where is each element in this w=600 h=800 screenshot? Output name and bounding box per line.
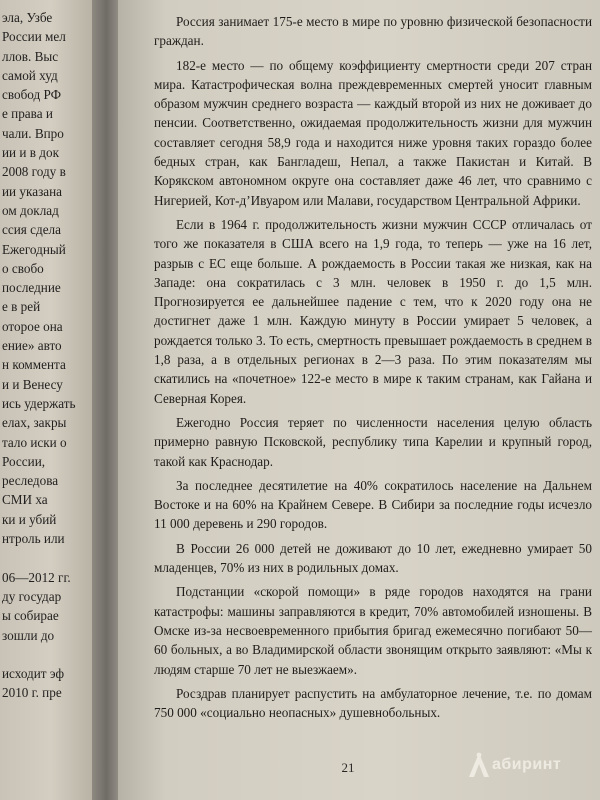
left-line: 06—2012 гг. (2, 569, 71, 585)
left-line: е права и (2, 106, 53, 122)
left-line: ии и в док (2, 145, 59, 161)
left-line: тало иски о (2, 434, 67, 450)
left-line (2, 645, 76, 664)
left-line: ссия сдела (2, 222, 61, 238)
watermark-text: абиринт (492, 756, 562, 773)
left-line: исходит эф (2, 666, 64, 682)
left-line: е в рей (2, 299, 41, 315)
paragraph: Если в 1964 г. продолжительность жизни мужчин СССР отличалась от того же показателя в США всего на 1,9 года, то теперь — уже на 16 лет, разрыв с ЕС еще больше. А рождаемость в России такая же низкая, как на Западе: она сократилась с 3 млн. человек в 1950 г. до 1,5 млн. Прогнозируется ее дальнейшее падение с тем, что к 2020 году она не достигнет даже 1 млн. Каждую минуту в России умирает 5 человек, а рождается только 3. То есть, смертность превышает рождаемость в среднем в 1,8 раза, а в отдельных регионах в 2—3 раза. По этим показателям мы скатились на «почетное» 122-е место в мире к таким странам, как Гайана и Северная Корея. (154, 216, 592, 406)
left-line: 2010 г. пре (2, 685, 62, 701)
left-line: о свобо (2, 260, 44, 276)
left-line: СМИ ха (2, 492, 48, 508)
left-line: елах, закры (2, 415, 67, 431)
left-page (0, 0, 92, 800)
labirint-logo-icon (468, 752, 490, 778)
left-line: эла, Узбе (2, 10, 53, 25)
left-line: последние (2, 280, 61, 296)
right-page (118, 0, 600, 800)
left-line: чали. Впро (2, 125, 64, 141)
left-line: ду государ (2, 588, 62, 604)
left-line: зошли до (2, 627, 55, 643)
left-line: ии указана (2, 183, 63, 199)
left-line: оторое она (2, 318, 63, 334)
paragraph: За последнее десятилетие на 40% сократилось население на Дальнем Востоке и на 60% на Крайнем Севере. В Сибири за последние годы исчезло 11 000 деревень и 290 городов. (154, 477, 592, 532)
left-line: свобод РФ (2, 87, 62, 103)
paragraph: Подстанции «скорой помощи» в ряде городов находятся на грани катастрофы: машины заправляются в кредит, 70% автомобилей изношены. В Омске из-за несвоевременного прибытия бригад ежемесячно погибают 50—60 больных, а во Владимирской области звонящим открыто заявляют: «Мы к людям старше 70 лет не выезжаем». (154, 584, 592, 677)
labirint-watermark (468, 752, 561, 778)
body-text (154, 12, 592, 727)
left-line: России мел (2, 29, 66, 45)
left-line (2, 548, 76, 567)
left-line: 2008 году в (2, 164, 66, 180)
left-line: Ежегодный (2, 241, 66, 257)
left-line: ение» авто (2, 338, 62, 354)
paragraph: Росздрав планирует распустить на амбулаторное лечение, т.е. по домам 750 000 «социально неопасных» душевнобольных. (154, 685, 592, 721)
left-line: ы собирае (2, 608, 59, 624)
left-line: и и Венесу (2, 376, 63, 392)
page-number: 21 (341, 760, 355, 775)
left-line: н коммента (2, 357, 66, 373)
left-line: ки и убий (2, 511, 57, 527)
left-page-text (2, 8, 76, 703)
left-line: ллов. Выс (2, 48, 59, 64)
paragraph: Россия занимает 175-е место в мире по уровню физической безопасности граждан. (154, 14, 592, 49)
left-line: реследова (2, 473, 59, 489)
paragraph: Ежегодно Россия теряет по численности населения целую область примерно равную Псковской, республику типа Карелии и крупный город, такой как Краснодар. (154, 414, 592, 469)
paragraph: 182-е место — по общему коэффициенту смертности среди 207 стран мира. Катастрофическая волна преждевременных смертей уносит главным образом мужчин среднего возраста — каждый второй из них не доживает до пенсии. Соответственно, ожидаемая продолжительность жизни для мужчин составляет сегодня 58,9 года и находится ниже уровня таких гораздо более бедных стран, как Бангладеш, Непал, а также Пакистан и Китай. В Корякском автономном округе она составляет даже 46 лет, что сравнимо с Нигерией, Кот-д’Ивуаром или Малави, государством Центральной Африки. (154, 57, 592, 208)
left-line: России, (2, 453, 46, 469)
left-line: нтроль или (2, 531, 65, 547)
paragraph: В России 26 000 детей не доживают до 10 лет, ежедневно умирает 50 младенцев, 70% из них в родильных домах. (154, 540, 592, 576)
left-line: ись удержать (2, 395, 76, 411)
left-line: самой худ (2, 67, 58, 83)
left-line: ом доклад (2, 202, 59, 218)
